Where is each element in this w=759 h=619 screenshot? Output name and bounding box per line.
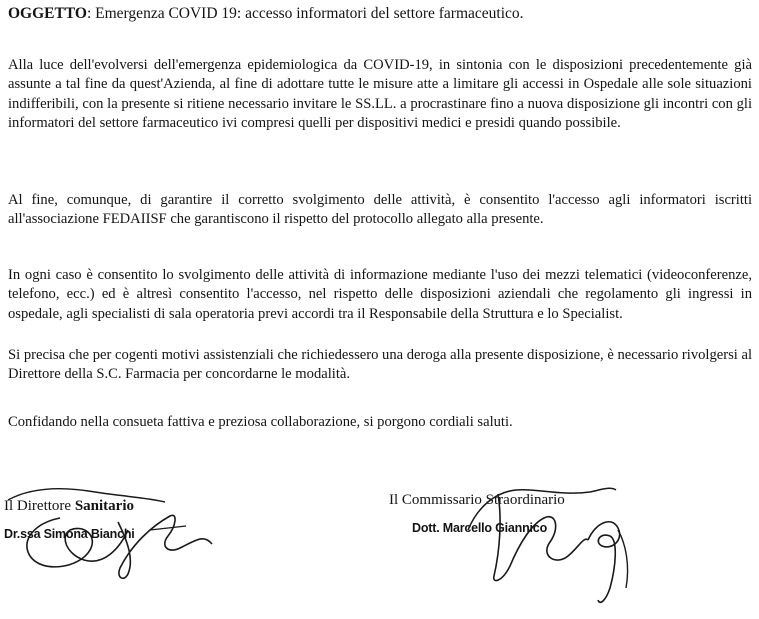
signer-left-name: Dr.ssa Simona Bianchi (4, 527, 135, 541)
signer-left-title (4, 497, 134, 515)
paragraph-2: Al fine, comunque, di garantire il corretto svolgimento delle attività, è consentito l'accesso agli informatori iscritti all'associazione FEDAIISF che garantiscono il rispetto del protocollo allegato alla presente. (8, 192, 752, 228)
paragraph-3: In ogni caso è consentito lo svolgimento delle attività di informazione mediante l'uso dei mezzi telematici (videoconferenze, telefono, ecc.) ed è altresì consentito l'accesso, nel rispetto delle disposizioni aziendali che regolamento gli ingressi in ospedale, agli specialisti di sala operatoria previ accordi tra il Responsabile della Struttura e lo Specialist. (8, 267, 752, 322)
paragraph-1: Alla luce dell'evolversi dell'emergenza epidemiologica da COVID-19, in sintonia con le disposizioni precedentemente già assunte a tal fine da quest'Azienda, al fine di adottare tutte le misure atte a limitare gli accessi in Ospedale alle sole situazioni indifferibili, con la presente si ritiene necessario invitare le SS.LL. a procrastinare fino a nuova disposizione gli incontri con gli informatori del settore farmaceutico ivi compresi quelli per dispositivi medici e presidi quando possibile. (8, 57, 752, 131)
signer-left-title-bold: Sanitario (74, 498, 134, 514)
signer-right-title: Il Commissario Straordinario (389, 492, 565, 508)
signer-left-title-prefix: Il Direttore (4, 498, 75, 514)
paragraph-4: Si precisa che per cogenti motivi assistenziali che richiedessero una deroga alla presente disposizione, è necessario rivolgersi al Direttore della S.C. Farmacia per concordarne le modalità. (8, 347, 753, 383)
subject-label: OGGETTO (8, 5, 87, 22)
paragraph-closing: Confidando nella consueta fattiva e preziosa collaborazione, si porgono cordiali saluti. (8, 414, 513, 430)
subject-text: : Emergenza COVID 19: accesso informatori del settore farmaceutico. (86, 5, 524, 22)
document-subject (8, 4, 748, 24)
signer-right-name: Dott. Marcello Giannico (412, 521, 547, 535)
